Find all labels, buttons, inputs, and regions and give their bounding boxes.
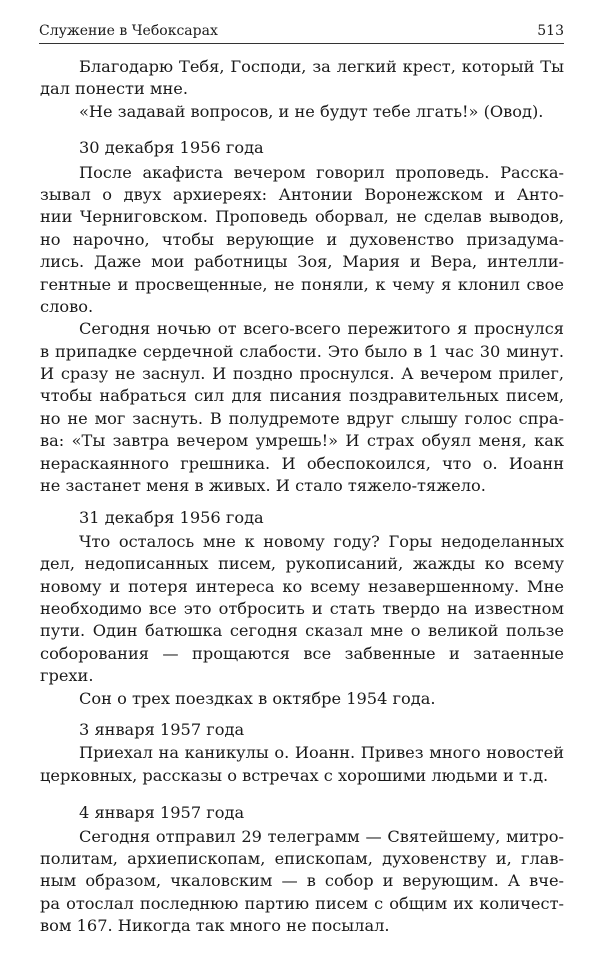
text-line: После акафиста вечером говорил проповедь. Расска- [79, 162, 564, 182]
text-line: дел, недописанных писем, рукописаний, жажды ко всему [40, 554, 564, 574]
text-line: Сегодня отправил 29 телеграмм — Святейшему, митро- [79, 826, 564, 846]
running-header [39, 21, 564, 44]
text-line: слово. [40, 296, 94, 316]
text-line: дал понести мне. [40, 79, 189, 99]
text-line: ра отослал последнюю партию писем с общим их количест- [40, 893, 564, 913]
text-line: Сон о трех поездках в октябре 1954 года. [79, 688, 436, 708]
paragraph [40, 101, 564, 123]
paragraph [40, 688, 564, 710]
entry-date-heading: 30 декабря 1956 года [79, 138, 264, 158]
text-line: зывал о двух архиереях: Антонии Воронежском и Анто- [40, 184, 564, 204]
paragraph [40, 742, 564, 787]
running-title: Служение в Чебоксарах [39, 23, 218, 39]
text-line: не застанет меня в живых. И стало тяжело-тяжело. [40, 476, 486, 496]
text-line: грехи. [40, 666, 94, 686]
text-line: вом 167. Никогда так много не посылал. [40, 916, 390, 936]
text-line: Благодарю Тебя, Господи, за легкий крест, который Ты [79, 57, 564, 76]
entry-date-heading: 3 января 1957 года [79, 719, 245, 739]
paragraph [40, 531, 564, 688]
text-line: но не мог заснуть. В полудремоте вдруг слышу голос спра- [40, 408, 564, 428]
page-body [40, 56, 564, 937]
text-line: ва: «Ты завтра вечером умрешь!» И страх обуял меня, как [40, 431, 564, 451]
text-line: чтобы набраться сил для писания поздравительных писем, [40, 386, 564, 406]
paragraph [40, 162, 564, 319]
text-line: политам, архиепископам, епископам, духовенству и, глав- [40, 848, 564, 868]
text-line: нии Черниговском. Проповедь оборвал, не сделав выводов, [40, 207, 564, 227]
paragraph [40, 318, 564, 497]
text-line: «Не задавай вопросов, и не будут тебе лгать!» (Овод). [79, 101, 544, 121]
text-line: лись. Даже мои работницы Зоя, Мария и Вера, интелли- [40, 252, 564, 272]
text-line: нераскаянного грешника. И обеспокоился, что о. Иоанн [40, 453, 564, 473]
paragraph [40, 56, 564, 101]
page-number: 513 [537, 23, 564, 39]
text-line: пути. Один батюшка сегодня сказал мне о великой пользе [40, 621, 564, 641]
paragraph [40, 826, 564, 938]
text-line: необходимо все это отбросить и стать твердо на известном [40, 598, 564, 618]
entry-date-heading: 31 декабря 1956 года [79, 508, 264, 528]
text-line: Сегодня ночью от всего-всего пережитого я проснулся [79, 319, 564, 339]
text-line: церковных, рассказы о встречах с хорошими людьми и т.д. [40, 765, 549, 785]
text-line: ным образом, чкаловским — в собор и верующим. А вче- [40, 871, 564, 891]
text-line: Что осталось мне к новому году? Горы недоделанных [79, 531, 564, 551]
entry-date-heading: 4 января 1957 года [79, 803, 245, 823]
text-line: новому и потеря интереса ко всему незавершенному. Мне [40, 576, 564, 596]
text-line: соборования — прощаются все забвенные и затаенные [40, 643, 564, 663]
text-line: Приехал на каникулы о. Иоанн. Привез много новостей [79, 743, 564, 763]
text-line: в припадке сердечной слабости. Это было в 1 час 30 минут. [40, 341, 564, 361]
text-line: но нарочно, чтобы верующие и духовенство призадума- [40, 229, 564, 249]
text-line: гентные и просвещенные, не поняли, к чему я клонил свое [40, 274, 564, 294]
text-line: И сразу не заснул. И поздно проснулся. А вечером прилег, [40, 364, 564, 384]
